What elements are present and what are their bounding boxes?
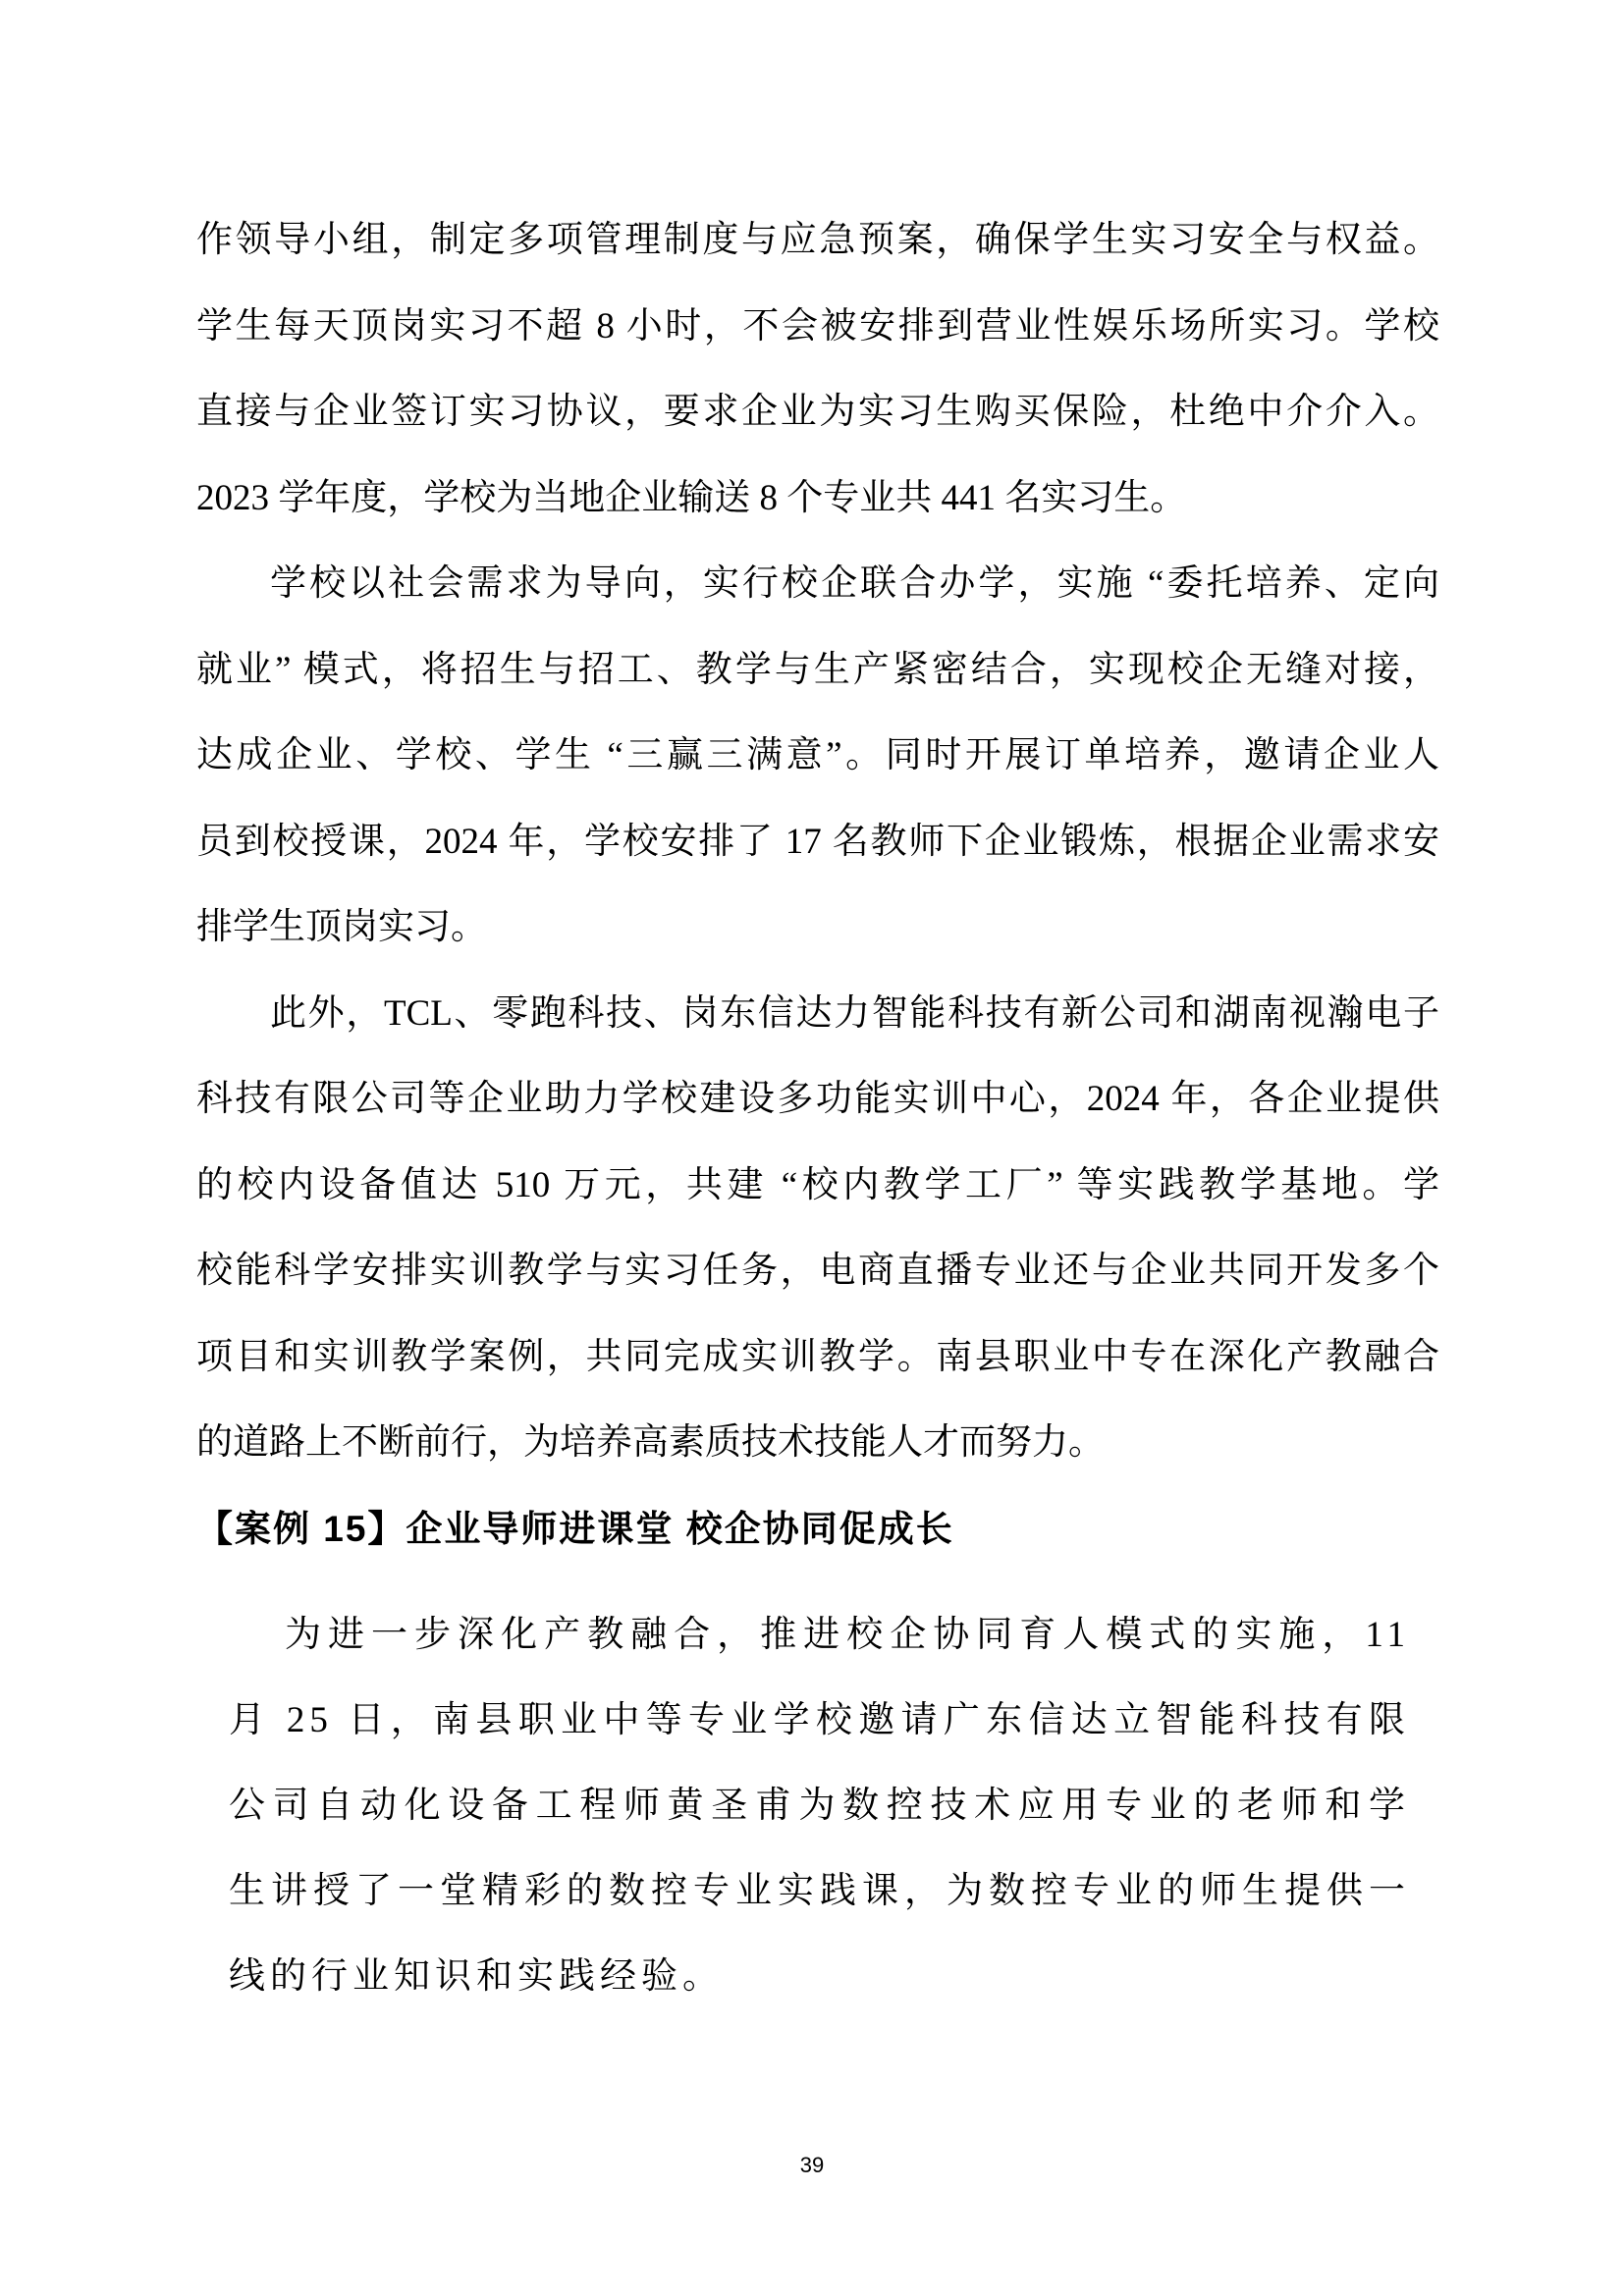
text-line: 员到校授课，2024 年，学校安排了 17 名教师下企业锻炼，根据企业需求安 [196,821,1439,862]
text-line: 月 25 日，南县职业中等专业学校邀请广东信达立智能科技有限 [229,1700,1410,1740]
text-line: 学生每天顶岗实习不超 8 小时，不会被安排到营业性娱乐场所实习。学校 [196,305,1439,347]
text-line: 作领导小组，制定多项管理制度与应急预案，确保学生实习安全与权益。 [196,220,1439,260]
case-paragraph [229,1592,1410,2019]
text-line: 此外，TCL、零跑科技、岗东信达力智能科技有新公司和湖南视瀚电子 [270,992,1439,1034]
text-line: 的道路上不断前行，为培养高素质技术技能人才而努力。 [196,1422,1105,1463]
text-line: 生讲授了一堂精彩的数控专业实践课，为数控专业的师生提供一 [229,1871,1410,1911]
text-line: 排学生顶岗实习。 [196,907,487,947]
text-line: 直接与企业签订实习协议，要求企业为实习生购买保险，杜绝中介介入。 [196,392,1439,432]
paragraph-internship-management [196,197,1439,541]
text-line: 就业” 模式，将招生与招工、教学与生产紧密结合，实现校企无缝对接， [196,649,1439,690]
text-line: 达成企业、学校、学生 “三赢三满意”。同时开展订单培养，邀请企业人 [196,735,1439,775]
text-line: 项目和实训教学案例，共同完成实训教学。南县职业中专在深化产教融合 [196,1336,1439,1377]
page-number: 39 [799,2153,825,2177]
text-line: 学校以社会需求为导向，实行校企联合办学，实施 “委托培养、定向 [270,563,1439,604]
text-line: 的校内设备值达 510 万元，共建 “校内教学工厂” 等实践教学基地。学 [196,1164,1439,1205]
text-line: 科技有限公司等企业助力学校建设多功能实训中心，2024 年，各企业提供 [196,1079,1439,1119]
text-line: 公司自动化设备工程师黄圣甫为数控技术应用专业的老师和学 [229,1786,1410,1826]
case-heading: 【案例 15】企业导师进课堂 校企协同促成长 [196,1508,954,1549]
text-line: 线的行业知识和实践经验。 [229,1956,724,1997]
paragraph-training-center [196,971,1439,1486]
body-text [196,197,1439,1572]
text-line: 为进一步深化产教融合，推进校企协同育人模式的实施，11 [285,1615,1410,1655]
paragraph-school-enterprise-cooperation [196,541,1439,971]
text-line: 校能科学安排实训教学与实习任务，电商直播专业还与企业共同开发多个 [196,1251,1439,1291]
text-line: 2023 学年度，学校为当地企业输送 8 个专业共 441 名实习生。 [196,477,1187,518]
